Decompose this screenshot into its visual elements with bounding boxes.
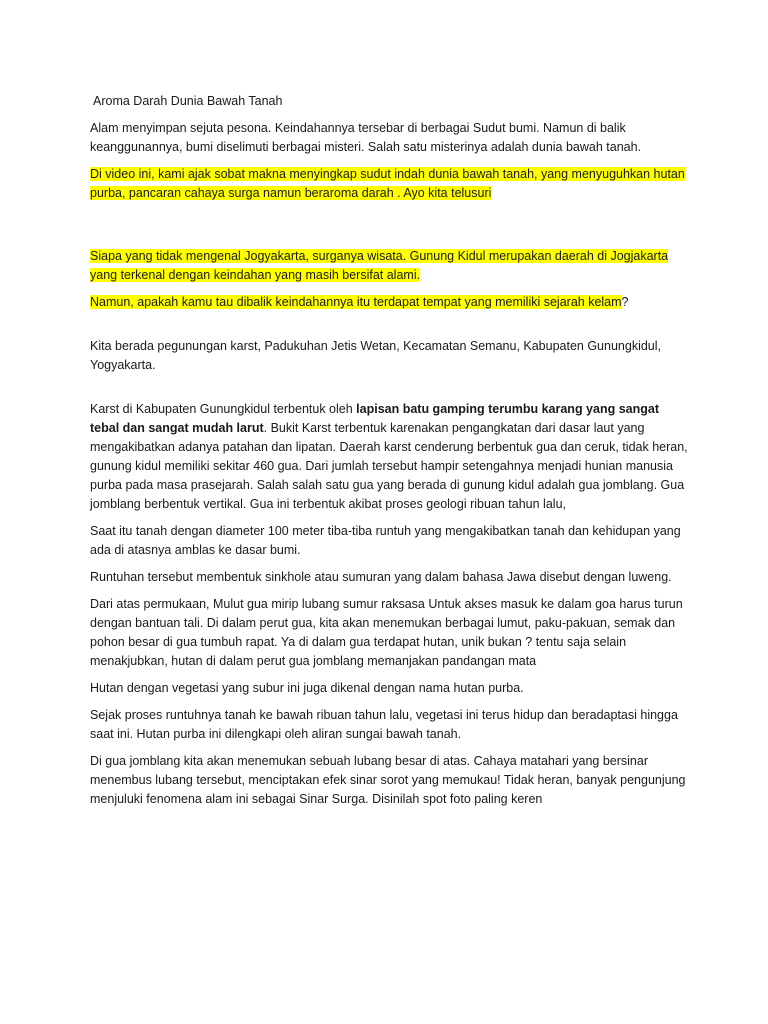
paragraph-question: [90, 293, 690, 312]
paragraph-video-intro: [90, 165, 690, 203]
highlighted-text: Namun, apakah kamu tau dibalik keindahannya itu terdapat tempat yang memiliki sejarah kelam: [90, 295, 622, 309]
highlighted-text: Di video ini, kami ajak sobat makna menyingkap sudut indah dunia bawah tanah, yang menyuguhkan hutan purba, pancaran cahaya surga namun beraroma darah . Ayo kita telusuri: [90, 167, 685, 200]
question-mark: ?: [621, 295, 629, 309]
karst-text-end: . Bukit Karst terbentuk karenakan pengangkatan dari dasar laut yang mengakibatkan adanya patahan dan lipatan. Daerah karst cenderung berbentuk gua dan ceruk, tidak heran, gunung kidul memiliki sekitar 460 gua. Dari jumlah tersebut hampir setengahnya menjadi hunian manusia purba pada masa prasejarah. Salah salah satu gua yang berada di gunung kidul adalah gua jomblang. Gua jomblang berbentuk vertikal. Gua ini terbentuk akibat proses geologi ribuan tahun lalu,: [90, 421, 688, 511]
paragraph-jogyakarta: [90, 247, 690, 285]
highlighted-text: Siapa yang tidak mengenal Jogyakarta, surganya wisata. Gunung Kidul merupakan daerah di Jogjakarta yang terkenal dengan keindahan yang masih bersifat alami.: [90, 249, 669, 282]
paragraph-intro: Alam menyimpan sejuta pesona. Keindahannya tersebar di berbagai Sudut bumi. Namun di balik keanggunannya, bumi diselimuti berbagai misteri. Salah satu misterinya adalah dunia bawah tanah.: [90, 121, 642, 154]
paragraph-cave-mouth: Dari atas permukaan, Mulut gua mirip lubang sumur raksasa Untuk akses masuk ke dalam goa harus turun dengan bantuan tali. Di dalam perut gua, kita akan menemukan berbagai lumut, paku-pakuan, semak dan pohon besar di gua tumbuh rapat. Ya di dalam gua terdapat hutan, unik bukan ? tentu saja selain menakjubkan, hutan di dalam perut gua jomblang memanjakan pandangan mata: [90, 597, 683, 668]
paragraph-ancient-forest: Hutan dengan vegetasi yang subur ini juga dikenal dengan nama hutan purba.: [90, 681, 524, 695]
karst-bold-text: lapisan batu gamping terumbu karang yang sangat tebal dan sangat mudah larut: [90, 402, 659, 435]
paragraph-location: Kita berada pegunungan karst, Padukuhan Jetis Wetan, Kecamatan Semanu, Kabupaten Gunungkidul, Yogyakarta.: [90, 339, 661, 372]
paragraph-heaven-light: Di gua jomblang kita akan menemukan sebuah lubang besar di atas. Cahaya matahari yang bersinar menembus lubang tersebut, menciptakan efek sinar sorot yang memukau! Tidak heran, banyak pengunjung menjuluki fenomena alam ini sebagai Sinar Surga. Disinilah spot foto paling keren: [90, 754, 686, 806]
document-page: [90, 92, 690, 817]
document-title: Aroma Darah Dunia Bawah Tanah: [93, 94, 283, 108]
paragraph-vegetation: Sejak proses runtuhnya tanah ke bawah ribuan tahun lalu, vegetasi ini terus hidup dan beradaptasi hingga saat ini. Hutan purba ini dilengkapi oleh aliran sungai bawah tanah.: [90, 708, 678, 741]
paragraph-karst: [90, 400, 690, 514]
paragraph-sinkhole: Runtuhan tersebut membentuk sinkhole atau sumuran yang dalam bahasa Jawa disebut dengan luweng.: [90, 570, 672, 584]
paragraph-collapse: Saat itu tanah dengan diameter 100 meter tiba-tiba runtuh yang mengakibatkan tanah dan kehidupan yang ada di atasnya amblas ke dasar bumi.: [90, 524, 681, 557]
karst-text-start: Karst di Kabupaten Gunungkidul terbentuk oleh: [90, 402, 357, 416]
